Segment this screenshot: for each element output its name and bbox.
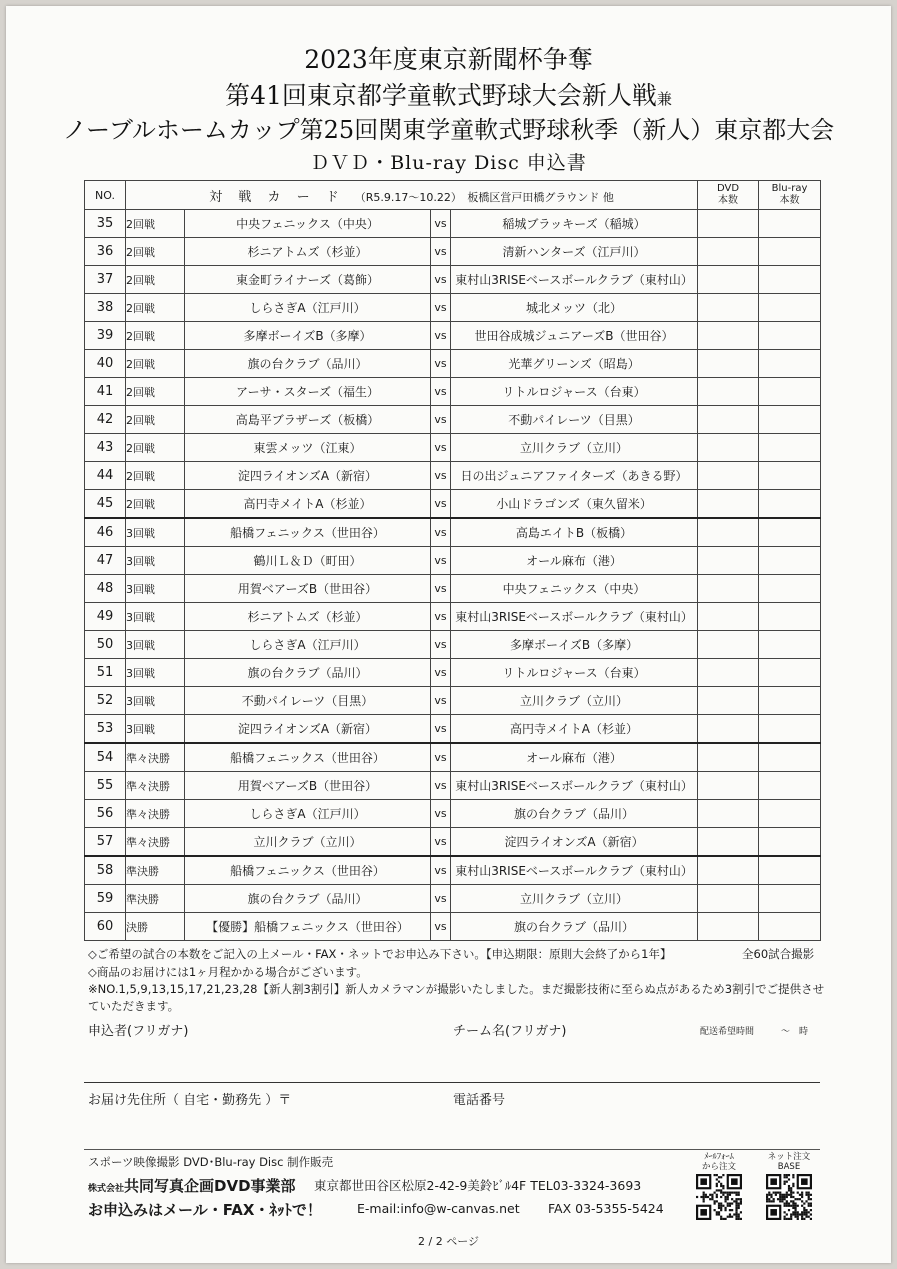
- vs-label: vs: [431, 743, 451, 772]
- dvd-quantity-cell[interactable]: [698, 350, 759, 378]
- dvd-quantity-cell[interactable]: [698, 856, 759, 885]
- home-team: 高円寺メイトA（杉並）: [185, 490, 431, 519]
- table-row: [85, 266, 821, 294]
- qr-mailform-label-2: から注文: [701, 1162, 736, 1172]
- title-line-2-suffix: 兼: [656, 90, 672, 108]
- title-line-2: [0, 76, 897, 112]
- table-row: [85, 490, 821, 519]
- match-round: 2回戦: [126, 462, 185, 490]
- dvd-quantity-cell[interactable]: [698, 238, 759, 266]
- qr-mailform-label-1: ﾒｰﾙﾌｫｰﾑ: [704, 1152, 734, 1162]
- bluray-quantity-cell[interactable]: [759, 490, 821, 519]
- home-team: 多摩ボーイズB（多摩）: [185, 322, 431, 350]
- away-team: 淀四ライオンズA（新宿）: [451, 828, 698, 857]
- match-round: 3回戦: [126, 631, 185, 659]
- dvd-quantity-cell[interactable]: [698, 210, 759, 238]
- bluray-quantity-cell[interactable]: [759, 462, 821, 490]
- match-number: 35: [85, 210, 126, 238]
- dvd-quantity-cell[interactable]: [698, 800, 759, 828]
- home-team: 船橋フェニックス（世田谷）: [185, 856, 431, 885]
- match-number: 57: [85, 828, 126, 857]
- away-team: 旗の台クラブ（品川）: [451, 800, 698, 828]
- header-dvd-line2: 本数: [718, 195, 739, 206]
- dvd-quantity-cell[interactable]: [698, 743, 759, 772]
- bluray-quantity-cell[interactable]: [759, 631, 821, 659]
- match-number: 47: [85, 547, 126, 575]
- dvd-quantity-cell[interactable]: [698, 772, 759, 800]
- match-number: 58: [85, 856, 126, 885]
- delivery-time-label: 配送希望時間 ～ 時: [700, 1027, 809, 1037]
- away-team: オール麻布（港）: [451, 743, 698, 772]
- vs-label: vs: [431, 406, 451, 434]
- match-round: 準々決勝: [126, 800, 185, 828]
- vs-label: vs: [431, 575, 451, 603]
- header-bluray-line1: Blu-ray: [771, 183, 808, 194]
- table-body: [85, 210, 821, 941]
- match-schedule-table: [84, 180, 821, 941]
- away-team: 東村山3RISEベースボールクラブ（東村山）: [451, 772, 698, 800]
- match-number: 41: [85, 378, 126, 406]
- home-team: 東金町ライナーズ（葛飾）: [185, 266, 431, 294]
- table-row: [85, 856, 821, 885]
- match-number: 50: [85, 631, 126, 659]
- qr-code-base-icon[interactable]: [766, 1174, 812, 1220]
- vs-label: vs: [431, 210, 451, 238]
- header-card-title: 対 戦 カ ー ド: [209, 189, 345, 205]
- away-team: 不動パイレーツ（目黒）: [451, 406, 698, 434]
- away-team: 日の出ジュニアファイターズ（あきる野）: [451, 462, 698, 490]
- table-row: [85, 743, 821, 772]
- away-team: 立川クラブ（立川）: [451, 687, 698, 715]
- away-team: 東村山3RISEベースボールクラブ（東村山）: [451, 266, 698, 294]
- company-name-text: 共同写真企画DVD事業部: [124, 1177, 296, 1195]
- team-label: チーム名(フリガナ): [453, 1024, 567, 1039]
- bluray-quantity-cell[interactable]: [759, 603, 821, 631]
- match-number: 39: [85, 322, 126, 350]
- company-email: E-mail:info@w-canvas.net: [357, 1201, 520, 1216]
- dvd-quantity-cell[interactable]: [698, 575, 759, 603]
- vs-label: vs: [431, 913, 451, 941]
- home-team: 船橋フェニックス（世田谷）: [185, 518, 431, 547]
- bluray-quantity-cell[interactable]: [759, 210, 821, 238]
- table-row: [85, 350, 821, 378]
- bluray-quantity-cell[interactable]: [759, 885, 821, 913]
- match-round: 3回戦: [126, 547, 185, 575]
- header-dvd-line1: DVD: [716, 183, 740, 194]
- bluray-quantity-cell[interactable]: [759, 743, 821, 772]
- match-round: 準決勝: [126, 885, 185, 913]
- company-fax: FAX 03-5355-5424: [548, 1201, 664, 1216]
- vs-label: vs: [431, 856, 451, 885]
- bluray-quantity-cell[interactable]: [759, 547, 821, 575]
- table-row: [85, 294, 821, 322]
- vs-label: vs: [431, 772, 451, 800]
- qr-base-label: [763, 1152, 815, 1172]
- bluray-quantity-cell[interactable]: [759, 659, 821, 687]
- home-team: 杉ニアトムズ（杉並）: [185, 238, 431, 266]
- match-number: 51: [85, 659, 126, 687]
- away-team: 稲城ブラッキーズ（稲城）: [451, 210, 698, 238]
- vs-label: vs: [431, 547, 451, 575]
- match-round: 2回戦: [126, 210, 185, 238]
- match-round: 2回戦: [126, 294, 185, 322]
- header-dvd-qty: [698, 181, 759, 210]
- away-team: 東村山3RISEベースボールクラブ（東村山）: [451, 603, 698, 631]
- note-order-method: ◇ご希望の試合の本数をご記入の上メール・FAX・ネットでお申込み下さい。【申込期限：原則大会終了から1年】: [88, 947, 672, 961]
- match-round: 準々決勝: [126, 828, 185, 857]
- vs-label: vs: [431, 322, 451, 350]
- header-match-card: [126, 181, 698, 210]
- match-round: 2回戦: [126, 266, 185, 294]
- qr-mailform-label: [694, 1152, 744, 1172]
- match-number: 46: [85, 518, 126, 547]
- away-team: 城北メッツ（北）: [451, 294, 698, 322]
- vs-label: vs: [431, 462, 451, 490]
- table-row: [85, 800, 821, 828]
- bluray-quantity-cell[interactable]: [759, 238, 821, 266]
- match-round: 決勝: [126, 913, 185, 941]
- home-team: 中央フェニックス（中央）: [185, 210, 431, 238]
- match-number: 45: [85, 490, 126, 519]
- form-title: ＤＶＤ・Blu-ray Disc 申込書: [310, 152, 587, 174]
- table-row: [85, 631, 821, 659]
- away-team: 旗の台クラブ（品川）: [451, 913, 698, 941]
- home-team: 船橋フェニックス（世田谷）: [185, 743, 431, 772]
- away-team: 立川クラブ（立川）: [451, 885, 698, 913]
- table-row: [85, 772, 821, 800]
- bluray-quantity-cell[interactable]: [759, 913, 821, 941]
- match-round: 3回戦: [126, 715, 185, 744]
- bluray-quantity-cell[interactable]: [759, 406, 821, 434]
- away-team: 光華グリーンズ（昭島）: [451, 350, 698, 378]
- match-number: 54: [85, 743, 126, 772]
- home-team: しらさぎA（江戸川）: [185, 294, 431, 322]
- match-number: 42: [85, 406, 126, 434]
- vs-label: vs: [431, 294, 451, 322]
- home-team: 鶴川Ｌ＆Ｄ（町田）: [185, 547, 431, 575]
- company-address: 東京都世田谷区松原2-42-9美鈴ﾋﾞﾙ4F TEL03-3324-3693: [314, 1178, 642, 1193]
- vs-label: vs: [431, 490, 451, 519]
- company-name: [88, 1175, 296, 1196]
- note-discount: ※NO.1,5,9,13,15,17,21,23,28【新人割3割引】新人カメラマンが撮影いたしました。まだ撮影技術に至らぬ点があるため3割引でご提供させていただきます。: [88, 982, 825, 1013]
- dvd-quantity-cell[interactable]: [698, 322, 759, 350]
- bluray-quantity-cell[interactable]: [759, 856, 821, 885]
- company-prefix: 株式会社: [88, 1184, 125, 1194]
- bluray-quantity-cell[interactable]: [759, 828, 821, 857]
- match-number: 37: [85, 266, 126, 294]
- home-team: 淀四ライオンズA（新宿）: [185, 462, 431, 490]
- bluray-quantity-cell[interactable]: [759, 687, 821, 715]
- home-team: 東雲メッツ（江東）: [185, 434, 431, 462]
- vs-label: vs: [431, 828, 451, 857]
- bluray-quantity-cell[interactable]: [759, 378, 821, 406]
- table-row: [85, 406, 821, 434]
- dvd-quantity-cell[interactable]: [698, 462, 759, 490]
- away-team: リトルロジャース（台東）: [451, 378, 698, 406]
- away-team: 高島エイトB（板橋）: [451, 518, 698, 547]
- away-team: 高円寺メイトA（杉並）: [451, 715, 698, 744]
- match-round: 2回戦: [126, 378, 185, 406]
- bluray-quantity-cell[interactable]: [759, 800, 821, 828]
- vs-label: vs: [431, 378, 451, 406]
- table-row: [85, 210, 821, 238]
- dvd-quantity-cell[interactable]: [698, 266, 759, 294]
- table-row: [85, 547, 821, 575]
- note-total-matches: 全60試合撮影: [742, 947, 815, 961]
- table-row: [85, 687, 821, 715]
- match-number: 55: [85, 772, 126, 800]
- page-number: 2 / 2 ページ: [418, 1235, 479, 1248]
- table-row: [85, 518, 821, 547]
- table-row: [85, 322, 821, 350]
- home-team: 立川クラブ（立川）: [185, 828, 431, 857]
- dvd-quantity-cell[interactable]: [698, 406, 759, 434]
- match-round: 準々決勝: [126, 743, 185, 772]
- home-team: 不動パイレーツ（目黒）: [185, 687, 431, 715]
- home-team: 旗の台クラブ（品川）: [185, 350, 431, 378]
- dvd-quantity-cell[interactable]: [698, 378, 759, 406]
- table-row: [85, 715, 821, 744]
- vs-label: vs: [431, 800, 451, 828]
- away-team: 多摩ボーイズB（多摩）: [451, 631, 698, 659]
- dvd-quantity-cell[interactable]: [698, 434, 759, 462]
- dvd-quantity-cell[interactable]: [698, 631, 759, 659]
- dvd-quantity-cell[interactable]: [698, 490, 759, 519]
- away-team: リトルロジャース（台東）: [451, 659, 698, 687]
- match-round: 3回戦: [126, 603, 185, 631]
- match-number: 59: [85, 885, 126, 913]
- dvd-quantity-cell[interactable]: [698, 294, 759, 322]
- title-line-3: ノーブルホームカップ第25回関東学童軟式野球秋季（新人）東京都大会: [62, 116, 835, 144]
- dvd-quantity-cell[interactable]: [698, 913, 759, 941]
- dvd-quantity-cell[interactable]: [698, 547, 759, 575]
- match-number: 53: [85, 715, 126, 744]
- bluray-quantity-cell[interactable]: [759, 294, 821, 322]
- footer-divider: [84, 1149, 820, 1150]
- header-no: NO.: [85, 181, 126, 210]
- match-number: 36: [85, 238, 126, 266]
- bluray-quantity-cell[interactable]: [759, 518, 821, 547]
- qr-code-mailform-icon[interactable]: [696, 1174, 742, 1220]
- match-number: 60: [85, 913, 126, 941]
- bluray-quantity-cell[interactable]: [759, 350, 821, 378]
- match-round: 2回戦: [126, 322, 185, 350]
- match-number: 49: [85, 603, 126, 631]
- home-team: アーサ・スターズ（福生）: [185, 378, 431, 406]
- address-label: お届け先住所（ 自宅・勤務先 ）〒: [88, 1093, 292, 1108]
- note-delivery-time: ◇商品のお届けには1ヶ月程かかる場合がございます。: [88, 965, 368, 979]
- applicant-label: 申込者(フリガナ): [88, 1024, 189, 1039]
- vs-label: vs: [431, 715, 451, 744]
- qr-base-label-2: BASE: [777, 1162, 801, 1172]
- title-line-1: 2023年度東京新聞杯争奪: [304, 45, 593, 74]
- bluray-quantity-cell[interactable]: [759, 715, 821, 744]
- vs-label: vs: [431, 350, 451, 378]
- dvd-quantity-cell[interactable]: [698, 828, 759, 857]
- table-row: [85, 885, 821, 913]
- home-team: 用賀ベアーズB（世田谷）: [185, 772, 431, 800]
- away-team: 小山ドラゴンズ（東久留米）: [451, 490, 698, 519]
- vs-label: vs: [431, 266, 451, 294]
- bluray-quantity-cell[interactable]: [759, 772, 821, 800]
- bluray-quantity-cell[interactable]: [759, 266, 821, 294]
- away-team: オール麻布（港）: [451, 547, 698, 575]
- dvd-quantity-cell[interactable]: [698, 659, 759, 687]
- match-round: 2回戦: [126, 238, 185, 266]
- vs-label: vs: [431, 659, 451, 687]
- dvd-quantity-cell[interactable]: [698, 518, 759, 547]
- match-round: 2回戦: [126, 350, 185, 378]
- match-round: 2回戦: [126, 490, 185, 519]
- vs-label: vs: [431, 687, 451, 715]
- table-row: [85, 238, 821, 266]
- table-row: [85, 434, 821, 462]
- away-team: 清新ハンターズ（江戸川）: [451, 238, 698, 266]
- vs-label: vs: [431, 631, 451, 659]
- vs-label: vs: [431, 238, 451, 266]
- home-team: 高島平ブラザーズ（板橋）: [185, 406, 431, 434]
- table-row: [85, 828, 821, 857]
- title-line-2-main: 第41回東京都学童軟式野球大会新人戦: [225, 81, 657, 110]
- header-card-info: （R5.9.17～10.22） 板橋区営戸田橋グラウンド 他: [354, 190, 614, 204]
- home-team: 【優勝】船橋フェニックス（世田谷）: [185, 913, 431, 941]
- match-round: 準々決勝: [126, 772, 185, 800]
- match-round: 2回戦: [126, 406, 185, 434]
- dvd-quantity-cell[interactable]: [698, 687, 759, 715]
- home-team: 杉ニアトムズ（杉並）: [185, 603, 431, 631]
- dvd-quantity-cell[interactable]: [698, 885, 759, 913]
- match-number: 38: [85, 294, 126, 322]
- applicant-line: [84, 1082, 820, 1083]
- match-number: 48: [85, 575, 126, 603]
- vs-label: vs: [431, 603, 451, 631]
- bluray-quantity-cell[interactable]: [759, 434, 821, 462]
- away-team: 世田谷成城ジュニアーズB（世田谷）: [451, 322, 698, 350]
- match-round: 2回戦: [126, 434, 185, 462]
- match-round: 3回戦: [126, 659, 185, 687]
- match-number: 52: [85, 687, 126, 715]
- vs-label: vs: [431, 885, 451, 913]
- company-tagline: スポーツ映像撮影 DVD･Blu-ray Disc 制作販売: [88, 1155, 334, 1169]
- bluray-quantity-cell[interactable]: [759, 322, 821, 350]
- match-number: 44: [85, 462, 126, 490]
- vs-label: vs: [431, 518, 451, 547]
- bluray-quantity-cell[interactable]: [759, 575, 821, 603]
- match-number: 40: [85, 350, 126, 378]
- match-round: 3回戦: [126, 687, 185, 715]
- match-round: 3回戦: [126, 518, 185, 547]
- away-team: 中央フェニックス（中央）: [451, 575, 698, 603]
- header-bluray-line2: 本数: [779, 195, 800, 206]
- dvd-quantity-cell[interactable]: [698, 603, 759, 631]
- table-header-row: [85, 181, 821, 210]
- vs-label: vs: [431, 434, 451, 462]
- dvd-quantity-cell[interactable]: [698, 715, 759, 744]
- match-round: 準決勝: [126, 856, 185, 885]
- match-number: 56: [85, 800, 126, 828]
- home-team: 旗の台クラブ（品川）: [185, 885, 431, 913]
- match-round: 3回戦: [126, 575, 185, 603]
- table-row: [85, 575, 821, 603]
- table-row: [85, 603, 821, 631]
- home-team: 淀四ライオンズA（新宿）: [185, 715, 431, 744]
- match-number: 43: [85, 434, 126, 462]
- qr-base-label-1: ネット注文: [767, 1152, 811, 1162]
- table-row: [85, 378, 821, 406]
- table-row: [85, 913, 821, 941]
- home-team: しらさぎA（江戸川）: [185, 800, 431, 828]
- header-bluray-qty: [759, 181, 821, 210]
- order-callout: お申込みはメール・FAX・ﾈｯﾄで！: [88, 1201, 322, 1219]
- home-team: しらさぎA（江戸川）: [185, 631, 431, 659]
- home-team: 旗の台クラブ（品川）: [185, 659, 431, 687]
- phone-label: 電話番号: [453, 1093, 506, 1108]
- home-team: 用賀ベアーズB（世田谷）: [185, 575, 431, 603]
- away-team: 東村山3RISEベースボールクラブ（東村山）: [451, 856, 698, 885]
- table-row: [85, 659, 821, 687]
- away-team: 立川クラブ（立川）: [451, 434, 698, 462]
- table-row: [85, 462, 821, 490]
